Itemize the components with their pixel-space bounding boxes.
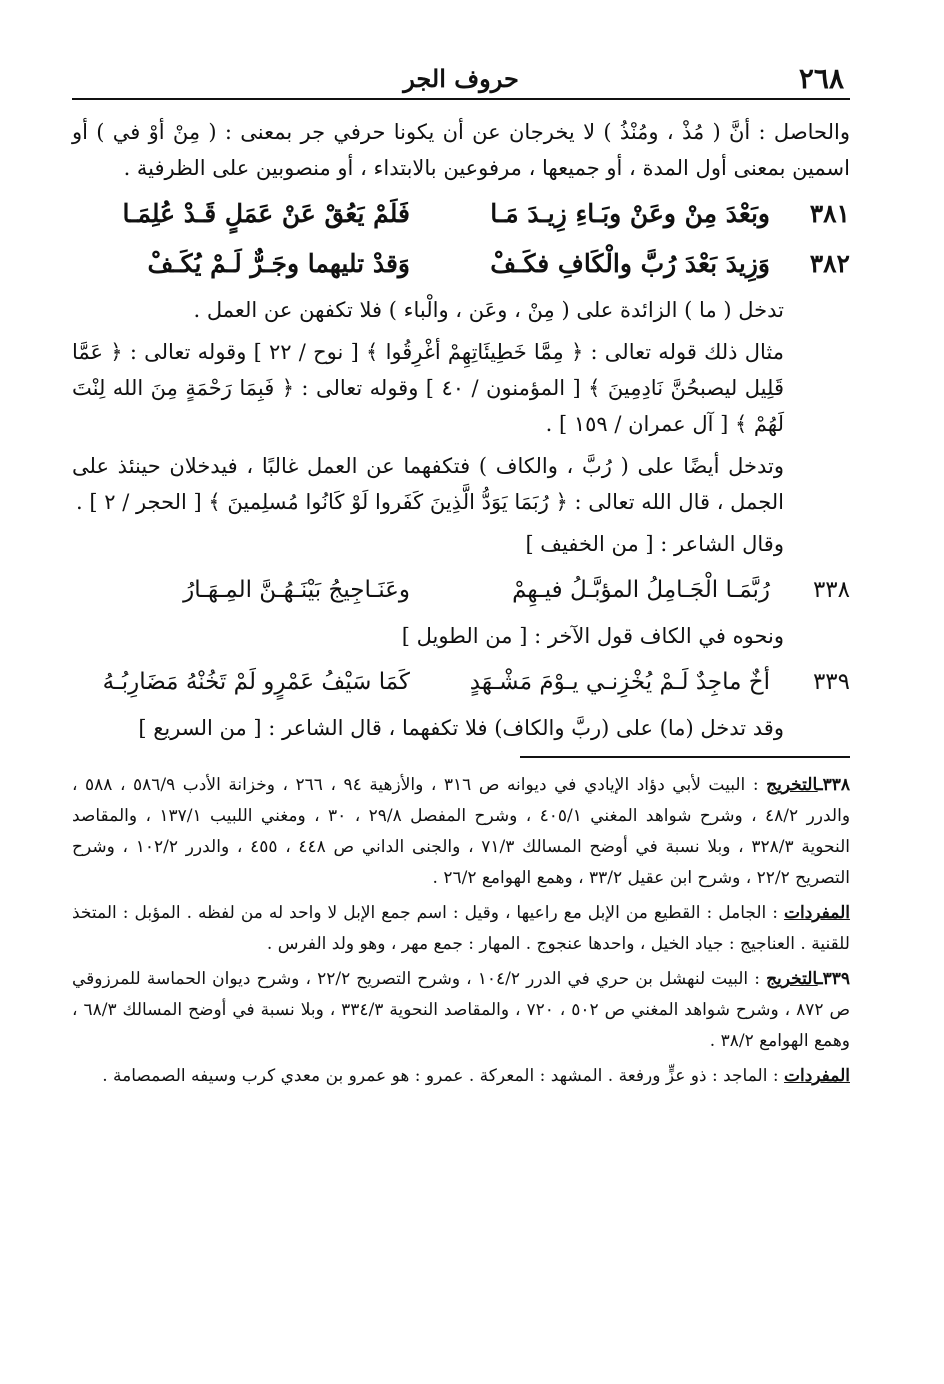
verse-first-hemistich: وَزِيدَ بَعْدَ رُبَّ والْكَافِ فكَـفْ [490,249,770,278]
footnote-339-takhrij [72,964,850,1057]
paragraph-ma-zaida: تدخل ( ما ) الزائدة على ( مِنْ ، وعَن ، والْباء ) فلا تكفهن عن العمل . [193,298,784,322]
footnote-separator [520,756,850,758]
verse-381 [72,192,850,236]
footnote-text: : البيت لنهشل بن حري في الدرر ١٠٤/٢ ، وشرح التصريح ٢٢/٢ ، وشرح ديوان الحماسة للمرزوقي ص ٨٧٢ ، وشرح شواهد المغني ص ٥٠٢ ، ٧٢٠ ، والمقاصد النحوية ٣٣٤/٣ ، وبلا نسبة في أوضح المسالك ٦٨/٣ ، وهمع الهوامع ٣٨/٢ . [72,969,851,1051]
verse-second-hemistich: كَمَا سَيْفُ عَمْرٍو لَمْ تَخُنْهُ مَضَارِبُـهُ [102,669,410,695]
verse-first-hemistich: أخٌ ماجِدٌ لَـمْ يُخْزِنـي يـوْمَ مَشْـهَدٍ [469,669,770,695]
verse-second-hemistich: وعَنَـاجِيجُ بَيْنَـهُـنَّ المِـهَـارُ [183,577,410,603]
page-header [72,58,850,100]
verse-first-hemistich: وبَعْدَ مِنْ وعَنْ وبَـاءِ زِيـدَ مَـا [490,199,770,228]
verse-number: ٣٨٢ [809,249,850,278]
verse-second-hemistich: وَقدْ تليهما وجَـرٌّ لَـمْ يُكَـفْ [147,249,410,278]
verse-number: ٣٣٨ [812,577,850,603]
footnote-label: المفردات [783,903,850,923]
footnote-text: : البيت لأبي دؤاد الإيادي في ديوانه ص ٣١٦ ، والأزهية ٩٤ ، ٢٦٦ ، وخزانة الأدب ٥٨٦/٩ ، ٥٨٨ ، والدرر ٤٨/٢ ، وشرح شواهد المغني ٤٠٥/١ ، وشرح المفصل ٢٩/٨ ، ٣٠ ، ومغني اللبيب ١٣٧/١ ، والمقاصد النحوية ٣٢٨/٣ ، وبلا نسبة في أوضح المسالك ٧١/٣ ، والجنى الداني ص ٤٤٨ ، ٤٥٥ ، والدرر ١٠٢/٢ ، وشرح التصريح ٢٢/٢ ، وشرح ابن عقيل ٣٣/٢ ، وهمع الهوامع ٢٦/٢ . [72,775,851,888]
main-text [72,114,850,1096]
verse-number: ٣٨١ [809,199,850,228]
paragraph-rubba-kaf: وتدخل أيضًا على ( رُبَّ ، والكاف ) فتكفهما عن العمل غالبًا ، فيدخلان حينئذ على الجمل ، قال الله تعالى : ﴿ رُبَمَا يَوَدُّ الَّذِينَ كَفَروا لَوْ كَانُوا مُسلِمينَ ﴾ [ الحجر / ٢ ] . [72,454,784,514]
footnote-text: : الماجد : ذو عزٍّ ورفعة . المشهد : المعركة . عمرو : هو عمرو بن معدي كرب وسيفه الصمصامة . [102,1066,779,1086]
verse-339 [72,660,850,704]
paragraph-no-kaff: وقد تدخل (ما) على (ربَّ والكاف) فلا تكفهما ، قال الشاعر : [ من السريع ] [138,716,784,740]
page-number: ٢٦٨ [798,62,844,95]
footnote-number: ٣٣٩ـ [817,969,851,989]
footnote-number: ٣٣٨ـ [817,775,851,795]
paragraph-examples: مثال ذلك قوله تعالى : ﴿ مِمَّا خَطِيئَاتِهِمْ أغْرِقُوا ﴾ [ نوح / ٢٢ ] وقوله تعالى : ﴿ عَمَّا قَلِيل ليصبحُنَّ نَادِمِينَ ﴾ [ المؤمنون / ٤٠ ] وقوله تعالى : ﴿ فَبِمَا رَحْمَةٍ مِنَ الله لِنْتَ لَهُمْ ﴾ [ آل عمران / ١٥٩ ] . [72,340,785,436]
footnote-label: التخريج [766,775,818,795]
verse-338 [72,568,850,612]
footnote-338-vocab [72,898,850,960]
verse-second-hemistich: فَلَمْ يَعُقْ عَنْ عَمَلٍ قَـدْ عُلِمَـا [122,199,410,228]
footnote-338-takhrij [72,770,850,894]
paragraph-kaf-intro: ونحوه في الكاف قول الآخر : [ من الطويل ] [401,624,784,648]
verse-382 [72,242,850,286]
footnotes [72,770,850,1092]
paragraph-summary: والحاصل : أنَّ ( مُذْ ، ومُنْذُ ) لا يخرجان عن أن يكونا حرفي جر بمعنى : ( مِنْ أوْ في ) أو اسمين بمعنى أول المدة ، أو جميعها ، مرفوعين بالابتداء ، أو منصوبين على الظرفية . [72,120,850,180]
footnote-label: المفردات [783,1066,850,1086]
verse-first-hemistich: رُبَّمَـا الْجَـامِلُ المؤبَّـلُ فيـهِمْ [512,577,770,603]
verse-number: ٣٣٩ [812,669,850,695]
footnote-label: التخريج [766,969,818,989]
footnote-339-vocab [72,1061,850,1092]
footnote-text: : الجامل : القطيع من الإبل مع راعيها ، وقيل : اسم جمع الإبل لا واحد له من لفظه . المؤبل : المتخذ للقنية . العناجيج : جياد الخيل ، واحدها عنجوج . المهار : جمع مهر ، وهو ولد الفرس . [72,903,850,954]
running-title: حروف الجر [403,64,519,93]
paragraph-poet-intro: وقال الشاعر : [ من الخفيف ] [525,532,784,556]
